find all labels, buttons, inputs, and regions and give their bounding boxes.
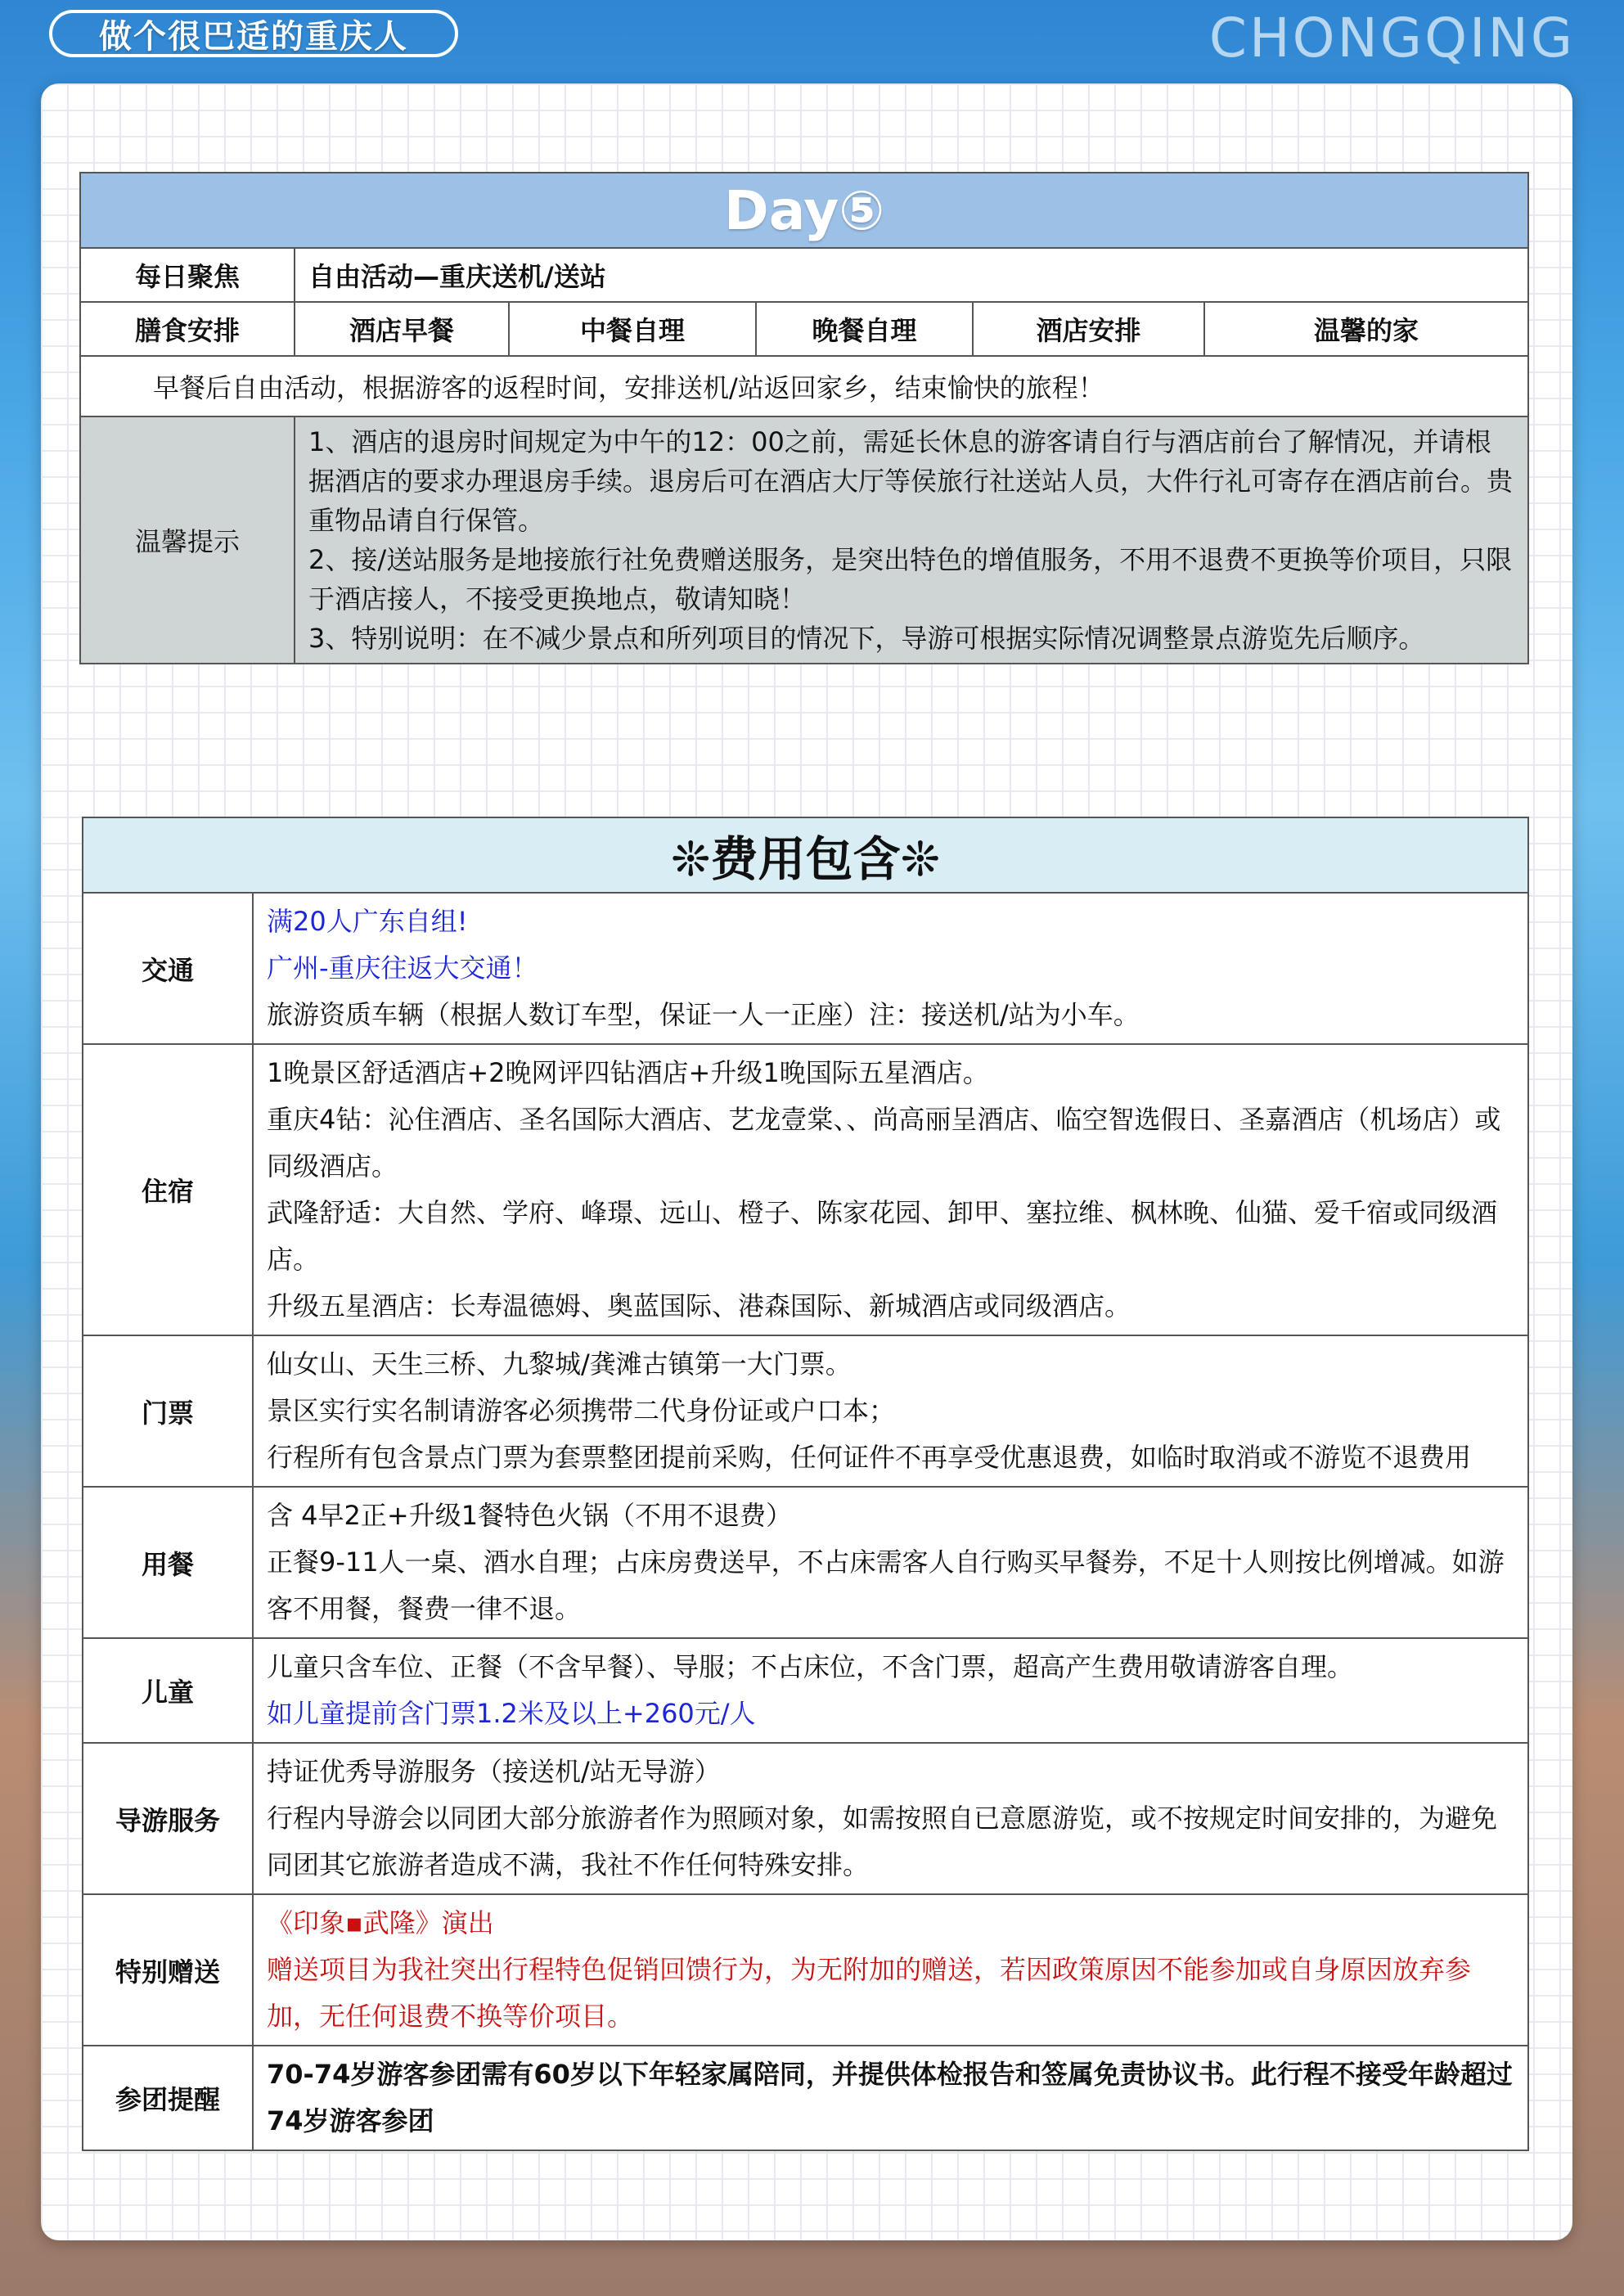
fee-row-label: 门票 xyxy=(83,1335,253,1487)
focus-value: 自由活动—重庆送机/送站 xyxy=(295,248,1528,302)
fee-title: ❊费用包含❊ xyxy=(83,817,1528,893)
fee-row xyxy=(83,1638,1528,1743)
fee-line: 旅游资质车辆（根据人数订车型，保证一人一正座）注：接送机/站为小车。 xyxy=(267,999,1140,1030)
fee-rows xyxy=(83,893,1528,2150)
fee-line: 持证优秀导游服务（接送机/站无导游） xyxy=(267,1756,721,1787)
tip-item: 3、特别说明：在不减少景点和所列项目的情况下，导游可根据实际情况调整景点游览先后顺序。 xyxy=(308,623,1425,654)
tips-label: 温馨提示 xyxy=(80,416,295,664)
fee-row-label: 住宿 xyxy=(83,1044,253,1335)
fee-row xyxy=(83,1743,1528,1894)
hotel-label: 酒店安排 xyxy=(973,302,1204,356)
meals-label: 膳食安排 xyxy=(80,302,295,356)
day-title: Day⑤ xyxy=(80,173,1528,248)
fee-line: 武隆舒适：大自然、学府、峰璟、远山、橙子、陈家花园、卸甲、塞拉维、枫林晚、仙猫、爱千宿或同级酒店。 xyxy=(267,1197,1498,1275)
fee-line: 行程内导游会以同团大部分旅游者作为照顾对象，如需按照自已意愿游览，或不按规定时间安排的，为避免同团其它旅游者造成不满，我社不作任何特殊安排。 xyxy=(267,1803,1498,1880)
fee-row-body xyxy=(253,1894,1528,2046)
fee-line: 满20人广东自组! xyxy=(267,906,468,937)
fee-row-label: 特别赠送 xyxy=(83,1894,253,2046)
fee-line: 1晚景区舒适酒店+2晚网评四钻酒店+升级1晚国际五星酒店。 xyxy=(267,1057,989,1088)
fee-line: 景区实行实名制请游客必须携带二代身份证或户口本； xyxy=(267,1395,896,1426)
fee-line: 仙女山、天生三桥、九黎城/龚滩古镇第一大门票。 xyxy=(267,1348,852,1380)
fee-line: 儿童只含车位、正餐（不含早餐）、导服；不占床位，不含门票，超高产生费用敬请游客自理。 xyxy=(267,1651,1354,1682)
meal-breakfast: 酒店早餐 xyxy=(295,302,509,356)
fee-row-body xyxy=(253,893,1528,1044)
fee-row-body xyxy=(253,1487,1528,1638)
fee-row-body xyxy=(253,1743,1528,1894)
fee-row-body xyxy=(253,1044,1528,1335)
slogan-badge: 做个很巴适的重庆人 xyxy=(49,10,458,57)
fee-row xyxy=(83,2046,1528,2150)
tips-body xyxy=(295,416,1528,664)
fee-row-label: 用餐 xyxy=(83,1487,253,1638)
fee-line: 赠送项目为我社突出行程特色促销回馈行为，为无附加的赠送，若因政策原因不能参加或自身原因放弃参加，无任何退费不换等价项目。 xyxy=(267,1954,1472,2032)
brand-wordmark: CHONGQING xyxy=(1208,7,1575,70)
tip-item: 2、接/送站服务是地接旅行社免费赠送服务，是突出特色的增值服务，不用不退费不更换等价项目，只限于酒店接人，不接受更换地点，敬请知晓！ xyxy=(308,544,1513,615)
meal-dinner: 晚餐自理 xyxy=(756,302,973,356)
fee-row-body xyxy=(253,1335,1528,1487)
fee-row-body xyxy=(253,2046,1528,2150)
fee-row xyxy=(83,1335,1528,1487)
fee-line: 如儿童提前含门票1.2米及以上+260元/人 xyxy=(267,1698,756,1729)
fee-line: 含 4早2正+升级1餐特色火锅（不用不退费） xyxy=(267,1500,793,1531)
fee-row xyxy=(83,1044,1528,1335)
fee-row xyxy=(83,893,1528,1044)
tip-item: 1、酒店的退房时间规定为中午的12：00之前，需延长休息的游客请自行与酒店前台了解情况，并请根据酒店的要求办理退房手续。退房后可在酒店大厅等侯旅行社送站人员，大件行礼可寄存在酒店前台。贵重物品请自行保管。 xyxy=(308,426,1514,536)
fee-row-body xyxy=(253,1638,1528,1743)
fee-line: 行程所有包含景点门票为套票整团提前采购，任何证件不再享受优惠退费，如临时取消或不游览不退费用 xyxy=(267,1442,1472,1473)
day-itinerary-table xyxy=(79,172,1529,664)
fee-line: 《印象▪武隆》演出 xyxy=(267,1907,494,1938)
hotel-value: 温馨的家 xyxy=(1204,302,1528,356)
fee-line: 重庆4钻：沁住酒店、圣名国际大酒店、艺龙壹棠、、尚高丽呈酒店、临空智选假日、圣嘉酒店（机场店）或同级酒店。 xyxy=(267,1104,1501,1182)
fee-line: 升级五星酒店：长寿温德姆、奥蓝国际、港森国际、新城酒店或同级酒店。 xyxy=(267,1290,1131,1321)
fee-line: 70-74岁游客参团需有60岁以下年轻家属陪同，并提供体检报告和签属免责协议书。此行程不接受年龄超过74岁游客参团 xyxy=(267,2059,1513,2136)
fee-inclusion-table xyxy=(82,817,1529,2151)
fee-row xyxy=(83,1894,1528,2046)
fee-row-label: 导游服务 xyxy=(83,1743,253,1894)
fee-line: 广州-重庆往返大交通！ xyxy=(267,952,538,984)
fee-row-label: 参团提醒 xyxy=(83,2046,253,2150)
focus-label: 每日聚焦 xyxy=(80,248,295,302)
meal-lunch: 中餐自理 xyxy=(509,302,756,356)
day-summary: 早餐后自由活动，根据游客的返程时间，安排送机/站返回家乡，结束愉快的旅程！ xyxy=(80,356,1528,416)
fee-row-label: 交通 xyxy=(83,893,253,1044)
fee-line: 正餐9-11人一桌、酒水自理；占床房费送早，不占床需客人自行购买早餐券，不足十人则按比例增减。如游客不用餐，餐费一律不退。 xyxy=(267,1546,1505,1624)
fee-row xyxy=(83,1487,1528,1638)
fee-row-label: 儿童 xyxy=(83,1638,253,1743)
